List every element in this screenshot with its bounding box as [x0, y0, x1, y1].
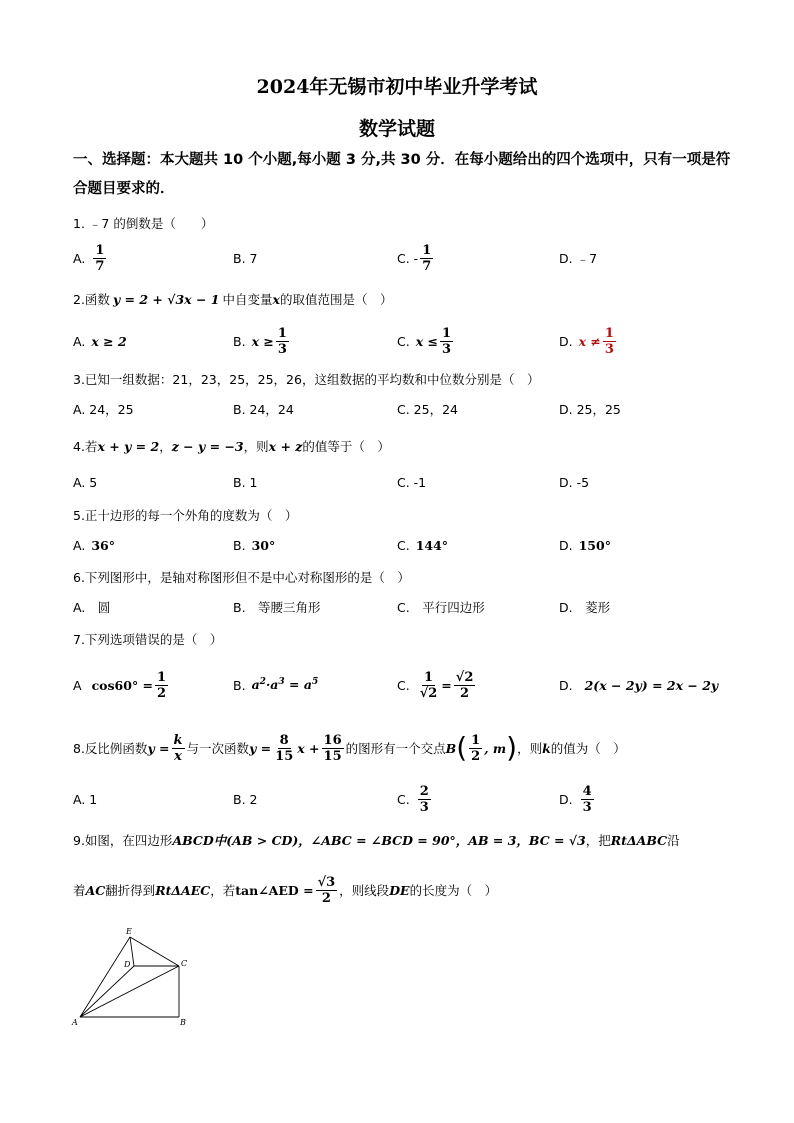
q2-c-num: 1 — [441, 325, 452, 341]
q7-option-b[interactable] — [233, 665, 318, 705]
q8-f2-num1: 8 — [279, 732, 289, 748]
q4-suffix: 的值等于（ ） — [302, 439, 390, 454]
q1-a-fraction — [93, 243, 106, 274]
q8-pt-num: 1 — [471, 732, 481, 748]
q8-f2-den2: 15 — [323, 748, 342, 764]
q8-left-paren: ( — [456, 731, 468, 764]
q9-bc: BC = √3 — [528, 832, 586, 848]
q5-d-label: D. — [559, 537, 573, 553]
q8-f1-y: y = — [147, 740, 170, 756]
q7-c-label: C. — [397, 677, 410, 693]
q8-d-num: 4 — [582, 783, 592, 799]
q6-option-d[interactable]: D. 菱形 — [559, 600, 611, 615]
q7-option-a[interactable] — [73, 665, 170, 705]
label-c: C — [181, 959, 188, 968]
question-8-stem — [73, 728, 753, 768]
question-4-options — [73, 462, 753, 502]
q8-f1-num: k — [173, 732, 183, 748]
q9-tan-fraction — [316, 875, 338, 906]
q3-option-b[interactable]: B. 24，24 — [233, 402, 294, 417]
q5-d-value: 150° — [578, 537, 611, 553]
q9-l2-prefix: 着 — [73, 883, 86, 898]
q4-sep: ， — [159, 439, 172, 454]
q8-right-paren: ) — [506, 731, 518, 764]
q4-eq2: z − y = −3 — [171, 438, 244, 454]
question-4-stem — [73, 437, 753, 455]
q1-a-label: A. — [73, 250, 86, 266]
label-d: D — [124, 960, 131, 969]
q2-d-num: 1 — [604, 325, 614, 341]
label-b: B — [180, 1018, 186, 1027]
q2-b-den: 3 — [277, 341, 287, 357]
q4-option-c[interactable]: C. -1 — [397, 474, 427, 490]
q9-ab: ，AB = 3， — [455, 833, 529, 848]
q8-var: k — [542, 740, 551, 756]
q3-option-c[interactable]: C. 25，24 — [397, 402, 458, 417]
q4-option-a[interactable]: A. 5 — [73, 474, 98, 490]
segment-ac — [80, 966, 179, 1017]
q9-suffix: ，把 — [585, 833, 611, 848]
q2-b-num: 1 — [277, 325, 287, 341]
q9-l2-end: 的长度为（ ） — [409, 883, 498, 898]
q2-option-b[interactable] — [233, 321, 291, 361]
label-a: A — [72, 1018, 78, 1027]
q7-c-fraction-right — [454, 670, 476, 701]
q2-c-fraction — [440, 326, 453, 357]
q8-option-c[interactable] — [397, 779, 433, 819]
q1-option-a[interactable] — [73, 238, 108, 278]
q2-d-den: 3 — [604, 341, 614, 357]
q7-c-rnum: √2 — [455, 669, 474, 685]
q7-d-expr: 2(x − 2y) = 2x − 2y — [584, 677, 719, 693]
q8-option-a[interactable]: A. 1 — [73, 791, 98, 807]
q4-prefix: 4.若 — [73, 439, 98, 454]
q8-mid: 与一次函数 — [186, 741, 250, 756]
q8-prefix: 8.反比例函数 — [73, 741, 148, 756]
q8-option-d[interactable] — [559, 779, 596, 819]
question-2-stem — [73, 290, 753, 308]
q2-b-label: B. — [233, 333, 246, 349]
q7-c-fraction-left — [418, 670, 440, 701]
q1-c-label: C. - — [397, 250, 419, 266]
q2-suffix: 中自变量 — [222, 292, 273, 307]
q1-option-c[interactable] — [397, 238, 435, 278]
q3-option-d[interactable]: D. 25，25 — [559, 402, 621, 417]
q5-b-label: B. — [233, 537, 246, 553]
q9-l2-suffix: ，则线段 — [339, 883, 390, 898]
question-5-stem: 5.正十边形的每一个外角的度数为（ ） — [73, 508, 298, 523]
q8-f2-num2: 16 — [323, 732, 342, 748]
segment-ec — [130, 937, 179, 966]
q9-triangle: RtΔABC — [610, 832, 668, 848]
q2-c-expr: x ≤ — [415, 333, 438, 349]
q7-a-fraction — [155, 670, 168, 701]
q8-d-label: D. — [559, 791, 573, 807]
q8-pt-den: 2 — [471, 748, 481, 764]
question-3-options — [73, 389, 753, 429]
q5-option-b[interactable] — [233, 525, 275, 565]
q2-d-label: D. — [559, 333, 573, 349]
q6-option-a[interactable]: A. 圆 — [73, 600, 111, 615]
q7-option-d[interactable] — [559, 665, 718, 705]
q2-d-fraction — [603, 326, 616, 357]
q1-c-den: 7 — [422, 258, 432, 274]
q1-option-d[interactable]: D. ﹣7 — [559, 251, 598, 266]
q7-c-den: √2 — [419, 685, 438, 701]
question-5-options — [73, 525, 753, 565]
q9-quad: ABCD — [172, 832, 214, 848]
question-9-line2 — [73, 870, 753, 910]
q8-f2-fraction1 — [273, 733, 295, 764]
q8-pt-m: , m — [484, 740, 507, 756]
q7-a-num: 1 — [157, 669, 167, 685]
question-6-stem: 6.下列图形中，是轴对称图形但不是中心对称图形的是（ ） — [73, 570, 410, 585]
q8-c-num: 2 — [419, 783, 429, 799]
q4-expr: x + z — [268, 438, 303, 454]
q5-option-a[interactable] — [73, 525, 115, 565]
q2-d-expr: x ≠ — [578, 333, 601, 349]
question-3-stem: 3.已知一组数据：21，23，25，25，26，这组数据的平均数和中位数分别是（ ） — [73, 372, 540, 387]
q8-point: B — [445, 740, 457, 756]
q2-prefix: 2.函数 — [73, 292, 110, 307]
q9-angles: ∠ABC = ∠BCD = 90° — [310, 832, 456, 848]
q1-c-num: 1 — [422, 242, 432, 258]
document-subtitle: 数学试题 — [358, 118, 435, 140]
q1-c-fraction — [420, 243, 433, 274]
q9-condition: 中(AB > CD)， — [213, 833, 311, 848]
q7-b-expr: $a^2\cdot a^3 = a^5$ — [251, 677, 319, 693]
q8-f2-y: y = — [249, 740, 272, 756]
q9-de: DE — [389, 882, 410, 898]
q8-c-label: C. — [397, 791, 410, 807]
q2-suffix2: 的取值范围是（ ） — [279, 292, 393, 307]
q9-tan-den: 2 — [321, 890, 331, 906]
q8-c-den: 3 — [419, 799, 429, 815]
q4-option-b[interactable]: B. 1 — [233, 474, 258, 490]
q5-c-label: C. — [397, 537, 410, 553]
question-7-options — [73, 665, 753, 705]
geometry-figure — [70, 925, 195, 1030]
label-e: E — [126, 927, 132, 936]
q2-c-den: 3 — [441, 341, 452, 357]
q6-option-b[interactable]: B. 等腰三角形 — [233, 600, 321, 615]
q8-d-fraction — [581, 784, 594, 815]
q7-a-den: 2 — [157, 685, 167, 701]
q9-end: 沿 — [667, 833, 680, 848]
q9-ac: AC — [85, 882, 106, 898]
question-6-options — [73, 587, 753, 627]
q1-a-den: 7 — [95, 258, 105, 274]
q5-option-d[interactable] — [559, 525, 611, 565]
q9-l2-mid: 翻折得到 — [105, 883, 156, 898]
q2-function: y = 2 + √3x − 1 — [112, 291, 220, 307]
q8-f1-den: x — [174, 748, 182, 764]
q7-c-rden: 2 — [460, 685, 470, 701]
q7-a-expr: cos60° = — [91, 677, 154, 693]
section-heading: 一、选择题：本大题共 10 个小题,每小题 3 分,共 30 分．在每小题给出的四个选项中，只有一项是符合题目要求的． — [73, 152, 731, 197]
q2-b-expr: x ≥ — [251, 333, 274, 349]
q5-a-label: A. — [73, 537, 86, 553]
q8-f1-fraction — [172, 733, 185, 764]
q2-a-expr: x ≥ 2 — [91, 333, 127, 349]
question-2-options — [73, 321, 753, 361]
q8-option-b[interactable]: B. 2 — [233, 791, 258, 807]
q9-prefix: 9.如图，在四边形 — [73, 833, 173, 848]
q2-variable: x — [272, 291, 280, 307]
q5-b-value: 30° — [251, 537, 276, 553]
q1-option-b[interactable]: B. 7 — [233, 250, 258, 266]
q7-c-num: 1 — [423, 669, 434, 685]
question-1-options — [73, 238, 753, 278]
q4-eq1: x + y = 2 — [97, 438, 160, 454]
q2-a-label: A. — [73, 333, 86, 349]
q2-option-d[interactable] — [559, 321, 618, 361]
segment-ed — [130, 937, 134, 966]
q4-mid: ，则 — [243, 439, 269, 454]
q8-suffix2: 的值为（ ） — [550, 741, 626, 756]
q8-c-fraction — [418, 784, 431, 815]
q7-option-c[interactable] — [397, 665, 477, 705]
q5-option-c[interactable] — [397, 525, 448, 565]
q4-option-d[interactable]: D. -5 — [559, 474, 590, 490]
q9-triangle2: RtΔAEC — [155, 882, 211, 898]
q3-option-a[interactable]: A. 24，25 — [73, 402, 134, 417]
q8-d-den: 3 — [582, 799, 592, 815]
q8-f2-fraction2 — [322, 733, 344, 764]
q9-tan-num: √3 — [317, 874, 336, 890]
q2-c-label: C. — [397, 333, 410, 349]
q9-tan: tan∠AED = — [235, 882, 314, 898]
question-7-stem: 7.下列选项错误的是（ ） — [73, 632, 223, 647]
q9-l2-mid2: ，若 — [210, 883, 236, 898]
q8-f2-x: x + — [297, 740, 320, 756]
q2-option-c[interactable] — [397, 321, 455, 361]
q7-a-label: A — [73, 677, 82, 693]
q8-point-fraction — [469, 733, 482, 764]
q5-c-value: 144° — [415, 537, 449, 553]
question-1-stem: 1. ﹣7 的倒数是（ ） — [73, 216, 214, 231]
q7-b-label: B. — [233, 677, 246, 693]
document-title: 2024年无锡市初中毕业升学考试 — [256, 76, 538, 98]
q7-c-equals: = — [441, 677, 452, 693]
q2-option-a[interactable] — [73, 321, 127, 361]
q2-b-fraction — [276, 326, 289, 357]
q8-mid2: 的图形有一个交点 — [345, 741, 446, 756]
question-9-line1 — [73, 831, 753, 849]
q7-d-label: D. — [559, 677, 573, 693]
q5-a-value: 36° — [91, 537, 115, 553]
q8-f2-den1: 15 — [275, 748, 294, 764]
q6-option-c[interactable]: C. 平行四边形 — [397, 600, 485, 615]
question-8-options — [73, 779, 753, 819]
q1-a-num: 1 — [95, 242, 105, 258]
q8-suffix: ，则 — [517, 741, 543, 756]
